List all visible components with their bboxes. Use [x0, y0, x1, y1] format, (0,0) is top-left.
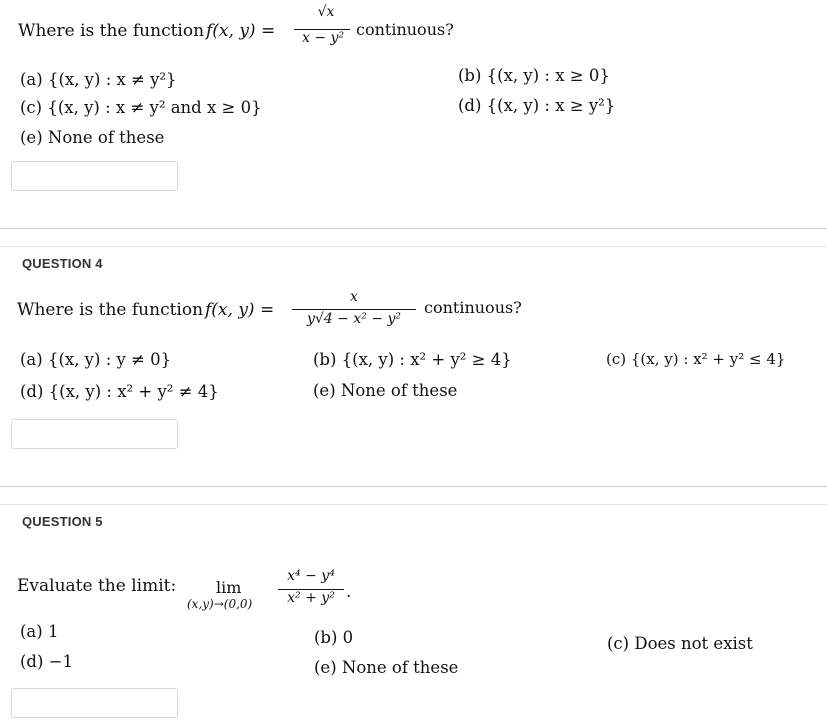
q3-option-c: (c) {(x, y) : x ≠ y² and x ≥ 0}: [20, 98, 262, 117]
divider: [0, 228, 827, 229]
q3-denominator: x − y²: [301, 30, 345, 46]
q4-numerator: x: [350, 289, 358, 305]
question-5-label: QUESTION 5: [22, 514, 103, 529]
q5-option-c: (c) Does not exist: [607, 634, 753, 653]
q3-numerator: √x: [317, 4, 335, 20]
divider: [0, 486, 827, 487]
divider: [0, 504, 827, 505]
q5-lim: lim: [216, 578, 242, 597]
q4-fraction-bar: [292, 309, 416, 310]
q4-option-e: (e) None of these: [313, 381, 458, 400]
q3-option-e: (e) None of these: [20, 128, 165, 147]
q4-denominator: y√4 − x² − y²: [306, 311, 402, 327]
q3-option-b: (b) {(x, y) : x ≥ 0}: [458, 66, 610, 85]
q3-function: f(x, y) =: [206, 21, 276, 41]
q5-period: .: [346, 582, 352, 602]
q5-prompt: Evaluate the limit:: [17, 576, 177, 596]
q5-option-e: (e) None of these: [314, 658, 459, 677]
q4-option-c: (c) {(x, y) : x² + y² ≤ 4}: [606, 350, 786, 368]
q5-lim-subscript: (x,y)→(0,0): [187, 597, 253, 611]
q4-option-b: (b) {(x, y) : x² + y² ≥ 4}: [313, 350, 512, 369]
q5-denominator: x² + y²: [287, 590, 335, 606]
q4-function: f(x, y) =: [205, 300, 275, 320]
q5-option-b: (b) 0: [314, 628, 354, 647]
q3-prompt-start: Where is the function: [18, 21, 205, 41]
question-4-label: QUESTION 4: [22, 256, 103, 271]
q5-answer-input[interactable]: [11, 688, 178, 718]
q4-answer-input[interactable]: [11, 419, 178, 449]
q4-prompt-start: Where is the function: [17, 300, 204, 320]
q3-option-d: (d) {(x, y) : x ≥ y²}: [458, 96, 616, 115]
q4-option-d: (d) {(x, y) : x² + y² ≠ 4}: [20, 382, 219, 401]
q3-answer-input[interactable]: [11, 161, 178, 191]
q5-option-a: (a) 1: [20, 622, 59, 641]
q5-option-d: (d) −1: [20, 652, 74, 671]
q3-option-a: (a) {(x, y) : x ≠ y²}: [20, 70, 177, 89]
divider: [0, 246, 827, 247]
q4-option-a: (a) {(x, y) : y ≠ 0}: [20, 350, 172, 369]
q5-numerator: x⁴ − y⁴: [287, 568, 335, 584]
q3-prompt-end: continuous?: [356, 20, 454, 39]
q4-prompt-end: continuous?: [424, 298, 522, 317]
